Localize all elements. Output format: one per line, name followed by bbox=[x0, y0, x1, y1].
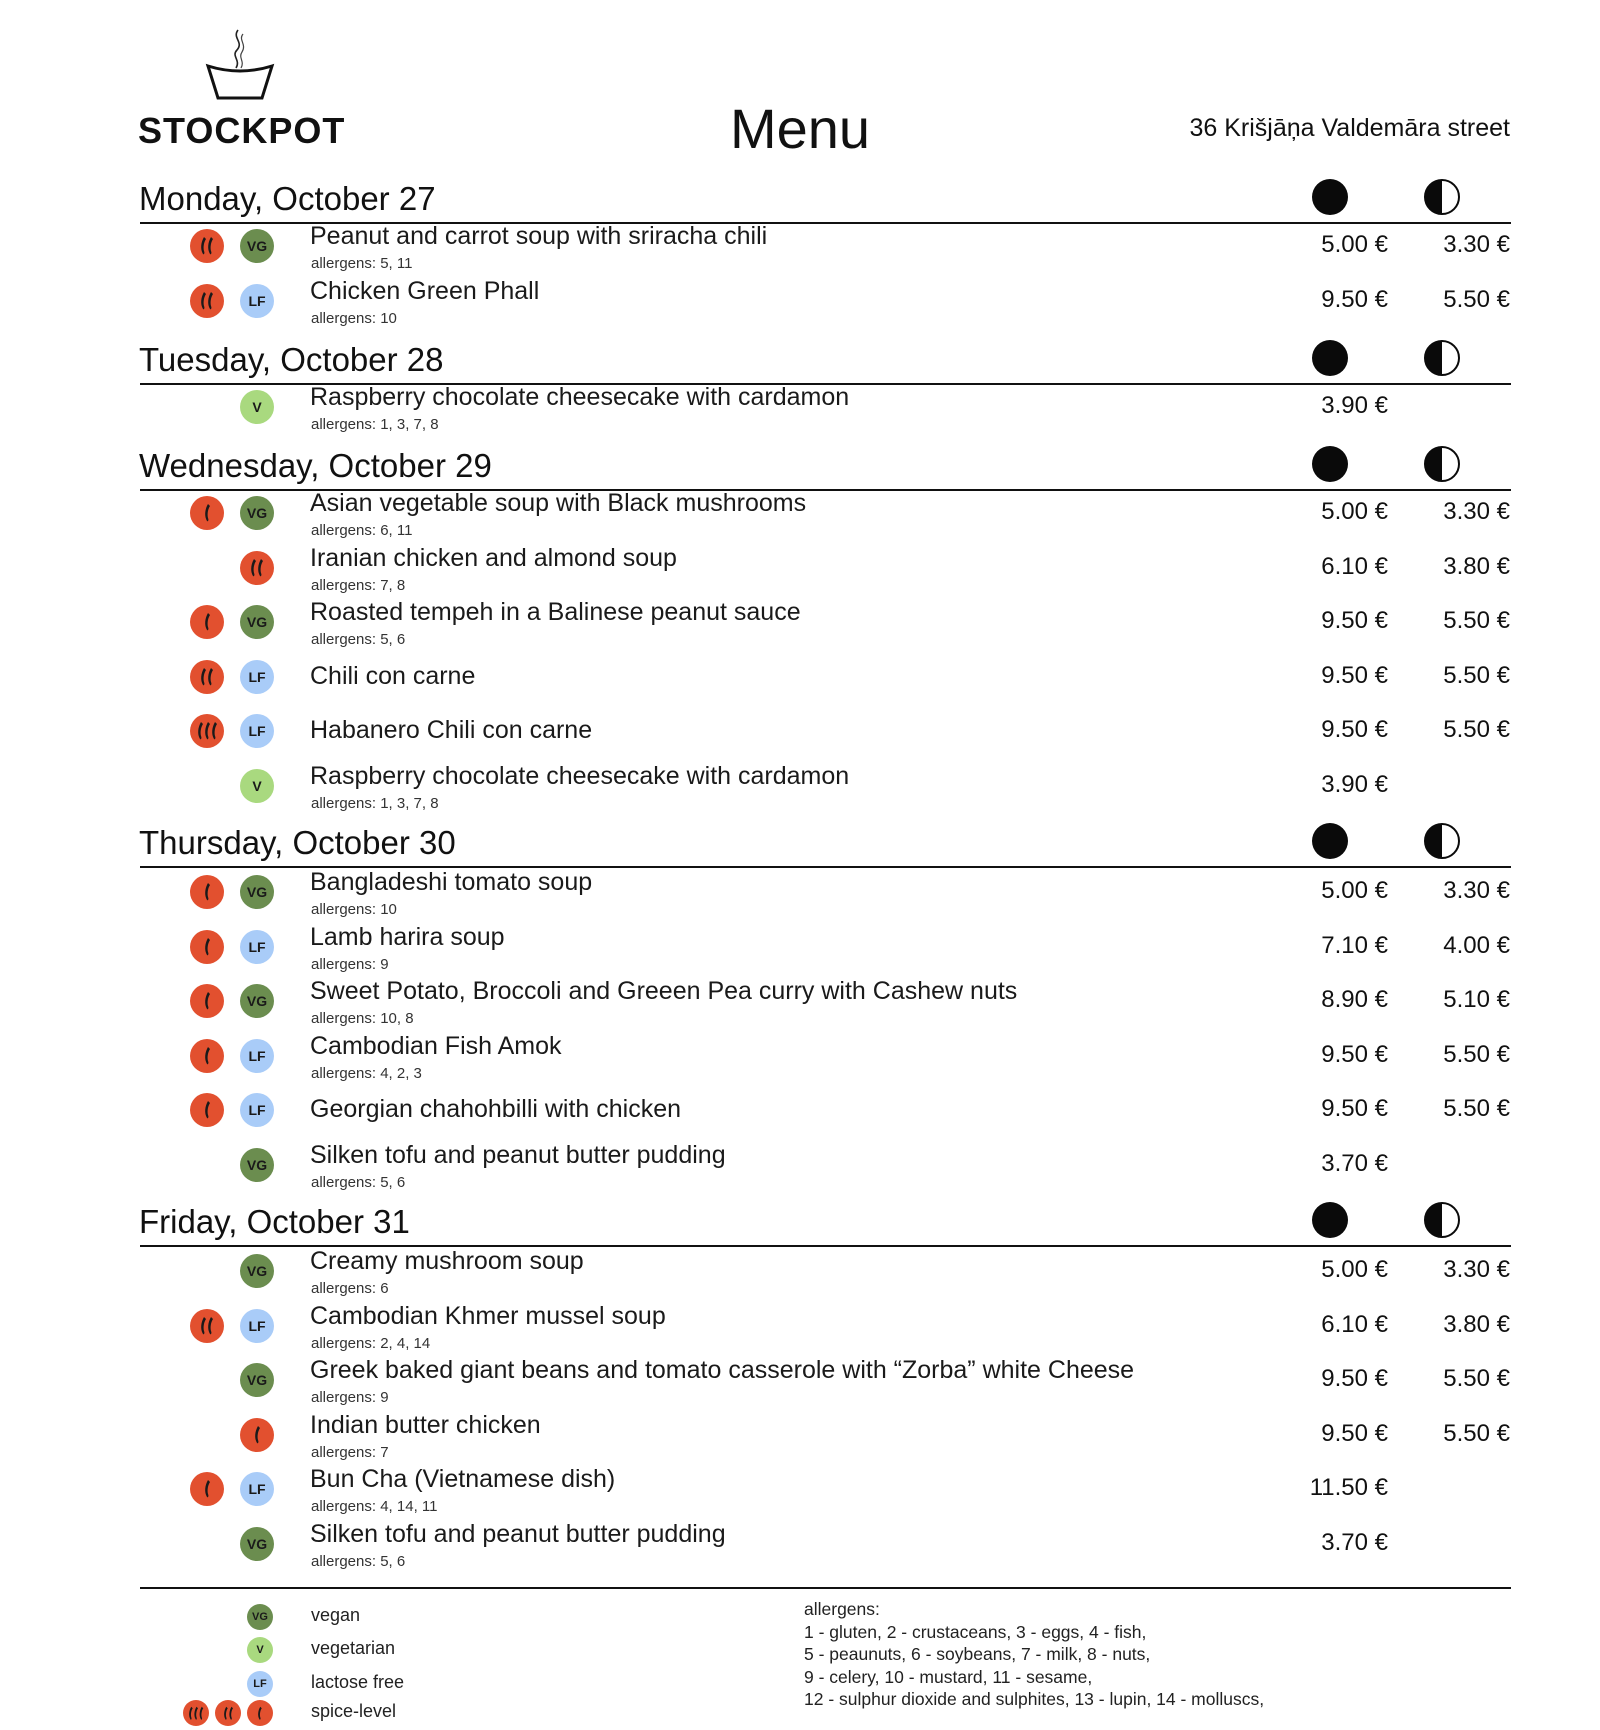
spice-level-1-icon bbox=[190, 605, 224, 639]
legend-label: vegan bbox=[311, 1605, 361, 1625]
vegan-badge-icon: VG bbox=[240, 875, 274, 909]
half-portion-icon bbox=[1424, 823, 1460, 859]
full-portion-icon bbox=[1312, 340, 1348, 376]
dish-name: Iranian chicken and almond soup bbox=[310, 543, 677, 572]
dish-name: Silken tofu and peanut butter pudding bbox=[310, 1140, 726, 1169]
lactose-free-badge-icon: LF bbox=[247, 1671, 273, 1697]
dish-allergens: allergens: 7 bbox=[311, 1443, 389, 1461]
price-half-portion: 4.00 € bbox=[1443, 931, 1510, 959]
price-half-portion: 3.80 € bbox=[1443, 552, 1510, 580]
dish-allergens: allergens: 5, 11 bbox=[311, 255, 413, 272]
brand-name: STOCKPOT bbox=[138, 110, 346, 151]
spice-level-2-icon bbox=[190, 660, 224, 694]
price-full-portion: 9.50 € bbox=[1321, 1040, 1388, 1068]
price-half-portion: 5.50 € bbox=[1443, 1095, 1510, 1122]
lactose-free-badge-icon: LF bbox=[240, 714, 274, 748]
vegan-badge-icon: VG bbox=[247, 1604, 273, 1630]
price-full-portion: 3.90 € bbox=[1321, 770, 1388, 798]
dish-name: Chicken Green Phall bbox=[310, 276, 540, 305]
legend-label: lactose free bbox=[311, 1672, 405, 1692]
price-full-portion: 9.50 € bbox=[1321, 1365, 1388, 1392]
chili-icon bbox=[201, 882, 214, 902]
chili-icon bbox=[197, 291, 217, 311]
chili-icon bbox=[197, 1316, 217, 1336]
restaurant-address: 36 Krišjāņa Valdemāra street bbox=[1189, 114, 1510, 142]
dish-name: Raspberry chocolate cheesecake with cardamon bbox=[310, 383, 850, 411]
allergen-legend-line: 5 - peaunuts, 6 - soybeans, 7 - milk, 8 - nuts, bbox=[804, 1644, 1151, 1664]
chili-icon bbox=[251, 1425, 264, 1445]
chili-icon bbox=[197, 667, 217, 687]
lactose-free-badge-icon: LF bbox=[240, 1309, 274, 1343]
lactose-free-badge-icon: LF bbox=[240, 930, 274, 964]
dish-name: Greek baked giant beans and tomato casserole with “Zorba” white Cheese bbox=[310, 1356, 1135, 1384]
dish-allergens: allergens: 6 bbox=[311, 1280, 389, 1297]
chili-icon bbox=[197, 236, 217, 256]
price-full-portion: 3.70 € bbox=[1321, 1149, 1388, 1177]
vegan-badge-icon: VG bbox=[240, 1148, 274, 1182]
vegan-badge-icon: VG bbox=[240, 605, 274, 639]
dish-allergens: allergens: 7, 8 bbox=[311, 576, 406, 594]
spice-level-1-icon bbox=[190, 984, 224, 1018]
day-heading: Thursday, October 30 bbox=[139, 824, 456, 861]
spice-level-2-icon bbox=[190, 229, 224, 263]
chili-icon bbox=[201, 1100, 214, 1120]
lactose-free-badge-icon: LF bbox=[240, 1472, 274, 1506]
dish-allergens: allergens: 9 bbox=[311, 1389, 389, 1406]
day-heading: Friday, October 31 bbox=[139, 1203, 410, 1240]
dish-name: Georgian chahohbilli with chicken bbox=[310, 1095, 682, 1123]
vegetarian-badge-icon: V bbox=[247, 1637, 273, 1663]
price-full-portion: 3.90 € bbox=[1321, 392, 1388, 419]
price-half-portion: 5.50 € bbox=[1443, 607, 1510, 634]
chili-icon bbox=[255, 1706, 265, 1721]
dish-allergens: allergens: 4, 2, 3 bbox=[311, 1064, 422, 1082]
chili-icon bbox=[221, 1706, 236, 1721]
vegan-badge-icon: VG bbox=[240, 1363, 274, 1397]
spice-level-1-icon bbox=[190, 1039, 224, 1073]
dish-allergens: allergens: 9 bbox=[311, 955, 389, 973]
lactose-free-badge-icon: LF bbox=[240, 660, 274, 694]
spice-level-2-icon bbox=[215, 1700, 241, 1726]
dish-name: Indian butter chicken bbox=[310, 1410, 541, 1439]
spice-level-1-icon bbox=[240, 1418, 274, 1452]
spice-level-1-icon bbox=[247, 1700, 273, 1726]
vegan-badge-icon: VG bbox=[240, 496, 274, 530]
day-heading: Wednesday, October 29 bbox=[139, 447, 492, 484]
vegan-badge-icon: VG bbox=[240, 1527, 274, 1561]
spice-level-1-icon bbox=[190, 1472, 224, 1506]
chili-icon bbox=[201, 612, 214, 632]
dish-name: Chili con carne bbox=[310, 661, 476, 690]
vegan-badge-icon: VG bbox=[240, 1254, 274, 1288]
spice-level-2-icon bbox=[190, 284, 224, 318]
dish-name: Creamy mushroom soup bbox=[310, 1247, 584, 1275]
dish-allergens: allergens: 6, 11 bbox=[311, 522, 413, 539]
full-portion-icon bbox=[1312, 446, 1348, 482]
chili-icon bbox=[201, 1046, 214, 1066]
dish-name: Lamb harira soup bbox=[310, 922, 505, 951]
price-half-portion: 5.50 € bbox=[1443, 1040, 1510, 1068]
lactose-free-badge-icon: LF bbox=[240, 1093, 274, 1127]
price-full-portion: 9.50 € bbox=[1321, 661, 1388, 689]
dish-allergens: allergens: 5, 6 bbox=[311, 1552, 406, 1570]
price-half-portion: 5.50 € bbox=[1443, 285, 1510, 313]
price-full-portion: 7.10 € bbox=[1321, 931, 1388, 959]
dish-name: Cambodian Fish Amok bbox=[310, 1031, 562, 1060]
vegetarian-badge-icon: V bbox=[240, 769, 274, 803]
full-portion-icon bbox=[1312, 179, 1348, 215]
chili-icon bbox=[201, 937, 214, 957]
vegan-badge-icon: VG bbox=[240, 984, 274, 1018]
full-portion-icon bbox=[1312, 1202, 1348, 1238]
dish-allergens: allergens: 10 bbox=[311, 901, 397, 918]
chili-icon bbox=[201, 1479, 214, 1499]
spice-level-3-icon bbox=[190, 714, 224, 748]
price-full-portion: 5.00 € bbox=[1321, 231, 1388, 258]
dish-name: Peanut and carrot soup with sriracha chili bbox=[310, 222, 768, 250]
lactose-free-badge-icon: LF bbox=[240, 1039, 274, 1073]
price-half-portion: 5.50 € bbox=[1443, 1365, 1510, 1392]
dish-name: Raspberry chocolate cheesecake with cardamon bbox=[310, 761, 850, 790]
price-full-portion: 8.90 € bbox=[1321, 986, 1388, 1013]
allergen-legend-line: 9 - celery, 10 - mustard, 11 - sesame, bbox=[804, 1666, 1093, 1687]
spice-level-1-icon bbox=[190, 930, 224, 964]
allergen-legend-line: 1 - gluten, 2 - crustaceans, 3 - eggs, 4 - fish, bbox=[804, 1621, 1147, 1642]
page-title: Menu bbox=[729, 97, 871, 160]
vegetarian-badge-icon: V bbox=[240, 390, 274, 424]
price-full-portion: 9.50 € bbox=[1321, 716, 1388, 743]
chili-icon bbox=[201, 991, 214, 1011]
half-portion-icon bbox=[1424, 1202, 1460, 1238]
legend-divider bbox=[140, 1587, 1511, 1589]
dish-allergens: allergens: 5, 6 bbox=[311, 631, 406, 648]
dish-name: Habanero Chili con carne bbox=[310, 716, 593, 744]
spice-level-2-icon bbox=[240, 551, 274, 585]
price-half-portion: 5.50 € bbox=[1443, 716, 1510, 743]
legend-label: spice-level bbox=[311, 1701, 397, 1721]
price-full-portion: 9.50 € bbox=[1321, 1095, 1388, 1122]
price-half-portion: 5.50 € bbox=[1443, 1419, 1510, 1447]
dish-allergens: allergens: 4, 14, 11 bbox=[311, 1498, 438, 1515]
chili-icon bbox=[247, 558, 267, 578]
lactose-free-badge-icon: LF bbox=[240, 284, 274, 318]
dish-allergens: allergens: 1, 3, 7, 8 bbox=[311, 794, 439, 812]
price-half-portion: 3.30 € bbox=[1443, 498, 1510, 525]
price-half-portion: 3.80 € bbox=[1443, 1310, 1510, 1338]
allergen-legend bbox=[804, 1598, 1264, 1711]
dish-name: Bun Cha (Vietnamese dish) bbox=[310, 1465, 616, 1493]
price-half-portion: 3.30 € bbox=[1443, 231, 1510, 258]
price-full-portion: 6.10 € bbox=[1321, 1310, 1388, 1338]
chili-icon bbox=[186, 1706, 206, 1721]
price-half-portion: 5.10 € bbox=[1443, 986, 1510, 1013]
dish-allergens: allergens: 2, 4, 14 bbox=[311, 1334, 431, 1352]
price-half-portion: 5.50 € bbox=[1443, 661, 1510, 689]
dish-allergens: allergens: 5, 6 bbox=[311, 1173, 406, 1191]
dish-allergens: allergens: 10, 8 bbox=[311, 1010, 414, 1027]
allergen-legend-line: 12 - sulphur dioxide and sulphites, 13 - lupin, 14 - molluscs, bbox=[804, 1689, 1265, 1709]
spice-level-3-icon bbox=[183, 1700, 209, 1726]
half-portion-icon bbox=[1424, 340, 1460, 376]
vegan-badge-icon: VG bbox=[240, 229, 274, 263]
allergen-legend-title: allergens: bbox=[804, 1599, 880, 1619]
half-portion-icon bbox=[1424, 179, 1460, 215]
price-full-portion: 6.10 € bbox=[1321, 552, 1388, 580]
chili-icon bbox=[194, 721, 221, 741]
spice-level-1-icon bbox=[190, 496, 224, 530]
price-full-portion: 9.50 € bbox=[1321, 607, 1388, 634]
dish-name: Silken tofu and peanut butter pudding bbox=[310, 1519, 726, 1548]
price-full-portion: 3.70 € bbox=[1321, 1528, 1388, 1556]
spice-level-1-icon bbox=[190, 1093, 224, 1127]
legend-label: vegetarian bbox=[311, 1638, 396, 1658]
dish-name: Roasted tempeh in a Balinese peanut sauce bbox=[310, 598, 801, 626]
dish-name: Sweet Potato, Broccoli and Greeen Pea curry with Cashew nuts bbox=[310, 977, 1018, 1005]
dish-name: Cambodian Khmer mussel soup bbox=[310, 1301, 666, 1330]
dish-name: Bangladeshi tomato soup bbox=[310, 868, 593, 896]
spice-level-1-icon bbox=[190, 875, 224, 909]
dish-allergens: allergens: 1, 3, 7, 8 bbox=[311, 416, 439, 433]
dish-allergens: allergens: 10 bbox=[311, 309, 397, 327]
spice-level-2-icon bbox=[190, 1309, 224, 1343]
price-full-portion: 11.50 € bbox=[1309, 1474, 1388, 1501]
price-full-portion: 9.50 € bbox=[1321, 1419, 1388, 1447]
chili-icon bbox=[201, 503, 214, 523]
day-heading: Monday, October 27 bbox=[139, 180, 436, 217]
price-full-portion: 5.00 € bbox=[1321, 498, 1388, 525]
price-half-portion: 3.30 € bbox=[1443, 1256, 1510, 1283]
day-heading: Tuesday, October 28 bbox=[139, 341, 444, 378]
price-full-portion: 5.00 € bbox=[1321, 1256, 1388, 1283]
dish-name: Asian vegetable soup with Black mushrooms bbox=[310, 489, 807, 517]
price-half-portion: 3.30 € bbox=[1443, 877, 1510, 904]
full-portion-icon bbox=[1312, 823, 1348, 859]
price-full-portion: 9.50 € bbox=[1321, 285, 1388, 313]
half-portion-icon bbox=[1424, 446, 1460, 482]
price-full-portion: 5.00 € bbox=[1321, 877, 1388, 904]
